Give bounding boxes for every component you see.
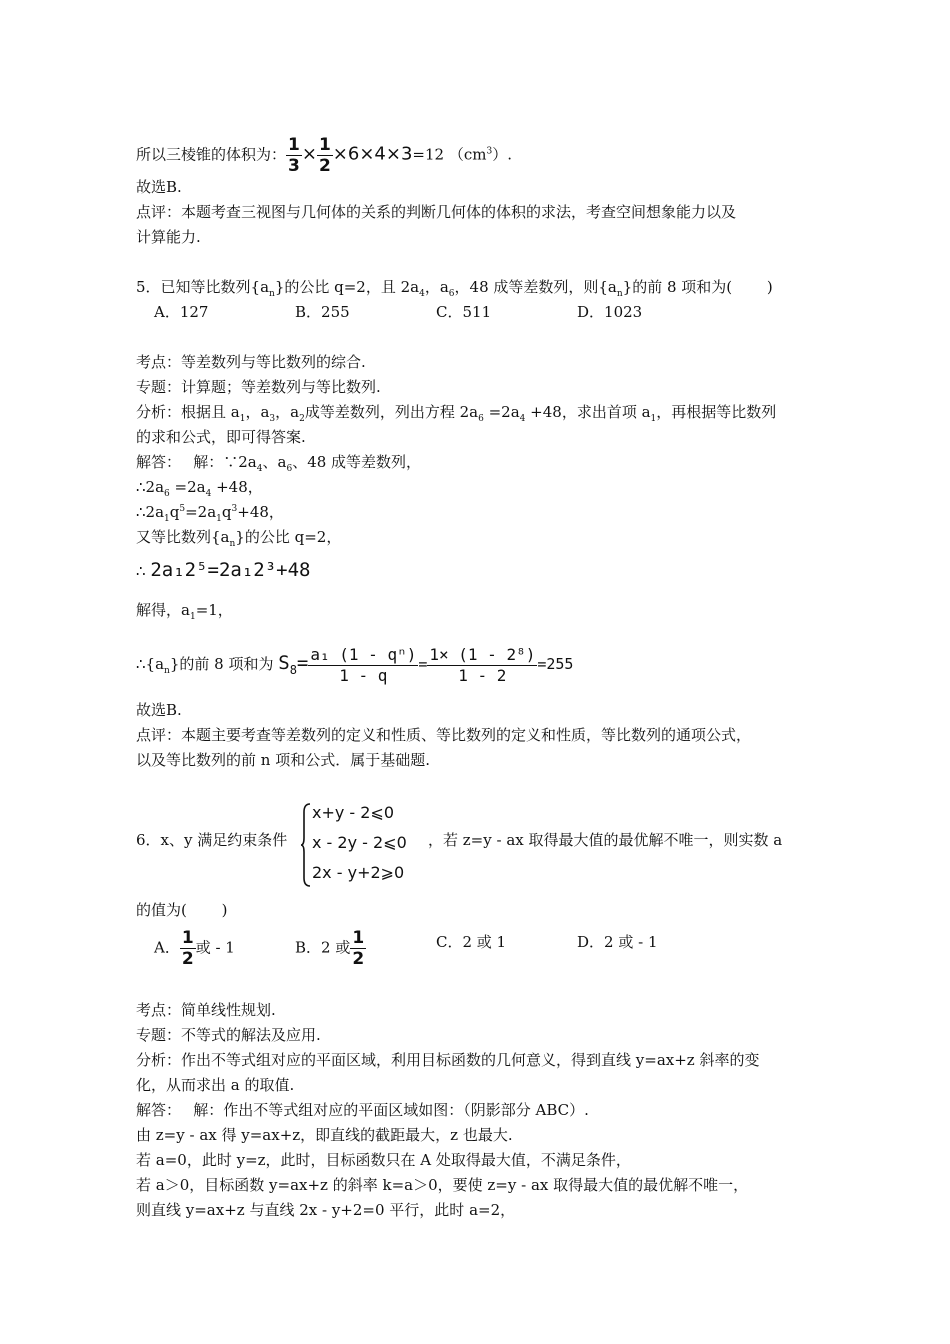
fraction-one-third — [286, 135, 302, 176]
q5-fenxi-b: ，a — [245, 403, 270, 421]
sum-frac2-num: 1× (1 - 2⁸) — [429, 644, 536, 664]
q5-jieda-c: 、48 成等差数列， — [292, 453, 422, 471]
q5-option-b: B．255 — [295, 303, 350, 321]
sum-symbol: $S_8=$ — [278, 652, 309, 677]
q5-fenxi-c: ，a — [275, 403, 300, 421]
q6-option-a — [154, 928, 235, 969]
fraction-one-half — [317, 135, 333, 176]
p4-comment-line2: 计算能力. — [136, 228, 201, 246]
q5-sum-prefix-a: ∴{a — [136, 655, 165, 673]
fraction-one-half — [350, 928, 366, 969]
fraction-numerator: 1 — [181, 928, 194, 948]
sum-frac1-den: 1 - q — [339, 665, 388, 685]
therefore-sign: ∴ — [136, 562, 146, 580]
q5-step4 — [136, 560, 310, 581]
constraint-2: x - 2y - 2⩽0 — [312, 833, 407, 852]
q5-stem: 5．已知等比数列$\{a_n\}$的公比 q=2，且 $2a_4$，$a_6$，48 成等差数列，则$\{a_n\}$的前 8 项和为( ) — [136, 278, 773, 299]
q5-step1-b: =2a — [169, 478, 206, 496]
q5-step2-d: q — [221, 503, 232, 521]
q5-option-c: C．511 — [436, 303, 492, 321]
equals-sign: = — [418, 655, 428, 673]
q6-stem-end: 的值为( ) — [136, 901, 228, 919]
q5-stem-e: }的前 8 项和为( ) — [622, 278, 773, 296]
left-brace-icon — [300, 802, 312, 888]
q5-step1-c: +48， — [211, 478, 263, 496]
q5-jieda: 解答： 解：$\because 2a_4$、$a_6$、48 成等差数列， — [136, 453, 422, 474]
q5-kaodian: 考点：等差数列与等比数列的综合. — [136, 353, 366, 371]
q5-solve: 解得，$a_1=1$， — [136, 601, 233, 622]
sum-fraction-general — [308, 645, 418, 686]
q5-stem-b: }的公比 q=2，且 2a — [274, 278, 420, 296]
q5-step2-e: +48， — [237, 503, 284, 521]
fraction-numerator: 1 — [318, 135, 331, 155]
q5-solve-a: 解得，a — [136, 601, 190, 619]
q6-line2: 若 a=0，此时 y=z，此时，目标函数只在 A 处取得最大值，不满足条件， — [136, 1151, 631, 1169]
q5-step4-expression: 2a₁2⁵=2a₁2³+48 — [150, 559, 311, 581]
q5-comment-line2: 以及等比数列的前 n 项和公式．属于基础题. — [136, 751, 430, 769]
q6-fenxi-line1: 分析：作出不等式组对应的平面区域，利用目标函数的几何意义，得到直线 y=ax+z 斜率的变 — [136, 1051, 760, 1069]
q5-choice: 故选B. — [136, 701, 182, 719]
sum-frac1-num: a₁ (1 - qⁿ) — [310, 644, 417, 664]
q5-step3-a: 又等比数列{a — [136, 528, 230, 546]
q6-opt-b-pre: B．2 或 — [295, 938, 351, 957]
sum-frac2-den: 1 - 2 — [458, 665, 507, 685]
fraction-one-half — [180, 928, 196, 969]
q5-stem-a: 5．已知等比数列{a — [136, 278, 270, 296]
sum-fraction-numeric — [427, 645, 537, 686]
q6-kaodian: 考点：简单线性规划. — [136, 1001, 276, 1019]
q5-option-a: A．127 — [154, 303, 209, 321]
p4-comment-line1: 点评：本题考查三视图与几何体的关系的判断几何体的体积的求法，考查空间想象能力以及 — [136, 203, 737, 221]
q5-fenxi-f: +48，求出首项 a — [525, 403, 651, 421]
constraint-1: x+y - 2⩽0 — [312, 803, 395, 822]
q5-fenxi-d: 成等差数列，列出方程 2a — [304, 403, 479, 421]
q5-step2-b: q — [169, 503, 180, 521]
volume-end: ）. — [492, 145, 512, 164]
fraction-denominator: 2 — [318, 156, 331, 176]
q5-fenxi-line2: 的求和公式，即可得答案. — [136, 428, 306, 446]
q6-opt-a-pre: A． — [154, 938, 180, 957]
q6-line1: 由 z=y - ax 得 y=ax+z，即直线的截距最大，z 也最大. — [136, 1126, 513, 1144]
q6-fenxi-line2: 化，从而求出 a 的取值. — [136, 1076, 295, 1094]
fraction-numerator: 1 — [288, 135, 300, 155]
q5-step2-a: ∴2a — [136, 503, 165, 521]
q5-fenxi-a: 分析：根据且 a — [136, 403, 240, 421]
q5-option-d: D．1023 — [577, 303, 643, 321]
volume-tail: =12 （cm — [412, 145, 487, 164]
q5-jieda-a: 解答： 解：∵2a — [136, 453, 257, 471]
q6-jieda: 解答： 解：作出不等式组对应的平面区域如图：（阴影部分 ABC）. — [136, 1101, 589, 1119]
q6-opt-a-post: 或 - 1 — [195, 938, 235, 957]
q5-step3: 又等比数列$\{a_n\}$的公比 q=2， — [136, 528, 342, 549]
q5-stem-d: ，48 成等差数列，则{a — [454, 278, 617, 296]
q6-stem-prefix: 6．x、y 满足约束条件 — [136, 831, 288, 849]
q5-comment-line1: 点评：本题主要考查等差数列的定义和性质、等比数列的定义和性质，等比数列的通项公式， — [136, 726, 752, 744]
fraction-numerator: 1 — [352, 928, 365, 948]
q5-sum-prefix-b: }的前 8 项和为 — [169, 655, 274, 673]
volume-prefix: 所以三棱锥的体积为： — [136, 145, 287, 164]
volume-unit-sup: 3 — [486, 146, 493, 157]
q5-fenxi-g: ，再根据等比数列 — [656, 403, 777, 421]
q6-option-d: D．2 或 - 1 — [577, 933, 658, 951]
q5-solve-b: =1， — [195, 601, 233, 619]
q6-option-c: C．2 或 1 — [436, 933, 507, 951]
sum-s-sub: 8 — [289, 662, 297, 677]
q5-fenxi-line1: 分析：根据且 $a_1$，$a_3$，$a_2$成等差数列，列出方程 $2a_6 =2a_4 +48$，求出首项 $a_1$，再根据等比数列 — [136, 403, 777, 424]
q6-line4: 则直线 y=ax+z 与直线 2x - y+2=0 平行，此时 a=2， — [136, 1201, 516, 1219]
q6-option-b — [295, 928, 366, 969]
volume-formula-line — [136, 135, 512, 176]
q6-stem-condition: ，若 z=y - ax 取得最大值的最优解不唯一，则实数 a — [428, 831, 783, 849]
sum-result: =255 — [537, 655, 574, 673]
q5-step2-c: =2a — [185, 503, 217, 521]
q6-line3: 若 a＞0，目标函数 y=ax+z 的斜率 k=a＞0，要使 z=y - ax 取得最大值的最优解不唯一， — [136, 1176, 749, 1194]
sum-s: S — [278, 652, 290, 674]
q6-zhuanti: 专题：不等式的解法及应用. — [136, 1026, 321, 1044]
q5-zhuanti: 专题：计算题；等差数列与等比数列. — [136, 378, 381, 396]
q5-step2: $\therefore 2a_1q^5=2a_1q^3+48$， — [136, 503, 284, 524]
q5-step3-b: }的公比 q=2， — [235, 528, 342, 546]
q5-stem-c: ，a — [424, 278, 449, 296]
q5-jieda-b: 、a — [262, 453, 287, 471]
fraction-denominator: 2 — [352, 949, 365, 969]
q5-step1: $\therefore 2a_6 =2a_4 +48$， — [136, 478, 263, 499]
q5-sum-line: $\therefore\{a_n\}$的前 8 项和为 $S_8=$ $\frac{\text{a₁ (1 - qⁿ)}}{1 - q}$ = $\frac{\text{1× (1 - 2⁸)}}{1 - 2}$ =255 — [136, 644, 574, 685]
q5-fenxi-e: =2a — [483, 403, 520, 421]
p4-choice: 故选B. — [136, 178, 182, 196]
fraction-denominator: 2 — [181, 949, 194, 969]
constraint-3: 2x - y+2⩾0 — [312, 863, 405, 882]
q5-step1-a: ∴2a — [136, 478, 165, 496]
fraction-denominator: 3 — [288, 156, 300, 176]
product-factors: ×6×4×3 — [332, 143, 413, 165]
times-sign: × — [301, 143, 317, 165]
